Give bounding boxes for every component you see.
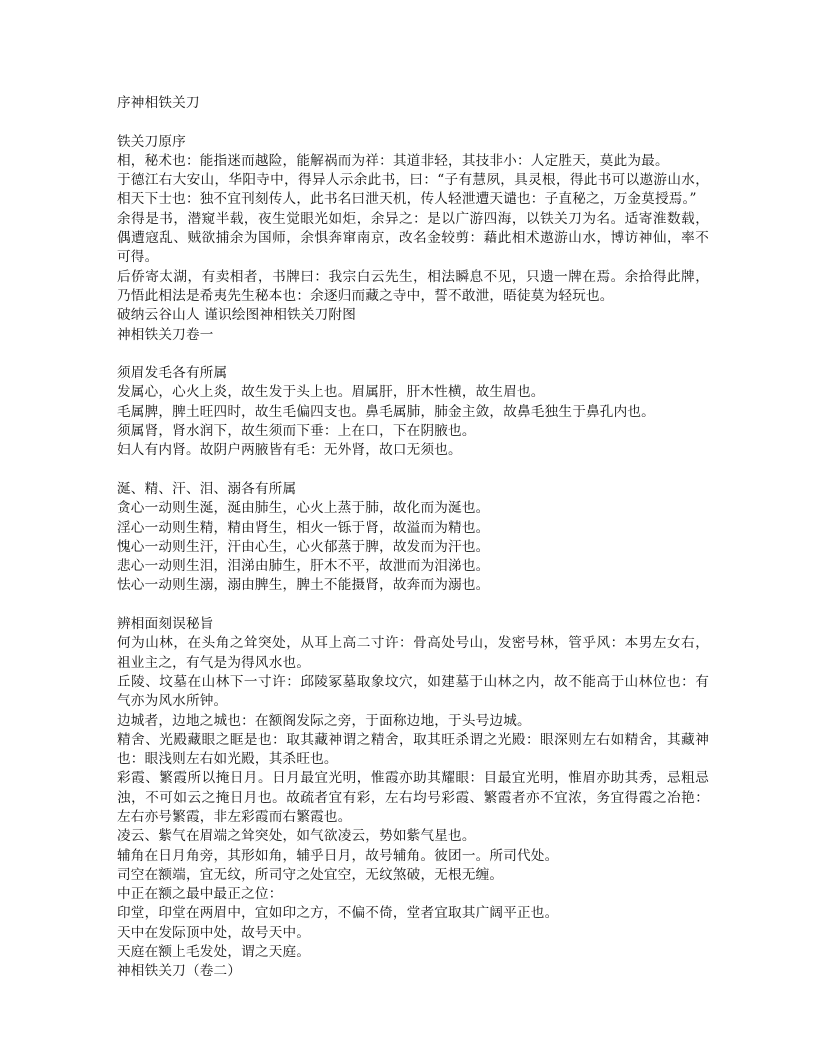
preface-paragraph: 余得是书，潜窥半载，夜生觉眼光如炬，余异之：是以广游四海，以铁关刀为名。适寄淮数载，偶遭寇乱、贼欲捕余为国师，余惧奔窜南京，改名金较剪：藉此相术遨游山水，博访神仙，率不可得。 bbox=[117, 210, 709, 266]
section-paragraph: 凌云、紫气在眉端之耸突处，如气欲凌云，势如紫气星也。 bbox=[117, 828, 476, 845]
next-volume-title: 神相铁关刀（卷二） bbox=[117, 963, 242, 980]
blank-line bbox=[117, 596, 709, 615]
section-paragraph: 天庭在额上毛发处，谓之天庭。 bbox=[117, 944, 311, 961]
section-face-reading bbox=[117, 615, 709, 962]
section-heading: 须眉发毛各有所属 bbox=[117, 365, 228, 382]
section-paragraph: 精舍、光殿藏眼之眶是也：取其藏神谓之精舍，取其旺杀谓之光殿：眼深则左右如精舍，其藏神也：眼浅则左右如光殿，其杀旺也。 bbox=[117, 731, 709, 768]
document-page bbox=[117, 94, 709, 982]
section-paragraph: 辅角在日月角旁，其形如角，辅乎日月，故号辅角。彼团一。所司代处。 bbox=[117, 847, 559, 864]
preface-paragraph: 于德江右大安山，华阳寺中，得异人示余此书，曰：“子有慧夙，具灵根，得此书可以遨游山水，相天下士也：独不宜刊刻传人，此书名曰泄天机，传人轻泄遭天谴也：子直秘之，万金莫授焉。” bbox=[117, 172, 709, 208]
section-paragraph: 司空在额端，宜无纹，所司守之处宜空，无纹煞破，无根无缠。 bbox=[117, 866, 504, 883]
section-paragraph: 何为山林，在头角之耸突处，从耳上高二寸许：骨高处号山，发密号林，管乎风：本男左女右，祖业主之，有气是为得风水也。 bbox=[117, 635, 709, 671]
blank-line bbox=[117, 345, 709, 364]
section-line: 贪心一动则生涎，涎由肺生，心火上蒸于肺，故化而为涎也。 bbox=[117, 500, 490, 517]
preface-paragraph: 相，秘术也：能指迷而越险，能解祸而为祥：其道非轻，其技非小：人定胜天，莫此为最。 bbox=[117, 152, 669, 169]
document-title: 序神相铁关刀 bbox=[117, 95, 200, 111]
section-paragraph: 中正在额之最中最正之位： bbox=[117, 886, 283, 903]
section-line: 须属肾，肾水润下，故生须而下垂：上在口，下在阴腋也。 bbox=[117, 423, 476, 440]
section-line: 悲心一动则生泪，泪涕由肺生，肝木不平，故泄而为泪涕也。 bbox=[117, 558, 490, 575]
section-line: 发属心，心火上炎，故生发于头上也。眉属肝，肝木性横，故生眉也。 bbox=[117, 384, 545, 401]
section-heading: 辨相面刻误秘旨 bbox=[117, 616, 214, 633]
blank-line bbox=[117, 461, 709, 480]
preface-signature: 破纳云谷山人 谨识绘图神相铁关刀附图 bbox=[117, 307, 357, 324]
section-line: 愧心一动则生汗，汗由心生，心火郁蒸于脾，故发而为汗也。 bbox=[117, 538, 490, 555]
section-hair bbox=[117, 364, 709, 460]
preface-heading: 铁关刀原序 bbox=[117, 133, 186, 150]
section-line: 毛属脾，脾土旺四时，故生毛偏四支也。鼻毛属肺，肺金主敛，故鼻毛独生于鼻孔内也。 bbox=[117, 403, 655, 420]
preface-section bbox=[117, 133, 709, 345]
section-paragraph: 印堂，印堂在两眉中，宜如印之方，不偏不倚，堂者宜取其广阔平正也。 bbox=[117, 905, 559, 922]
section-paragraph: 丘陵、坟墓在山林下一寸许：邱陵冢墓取象坟穴，如建墓于山林之内，故不能高于山林位也：有气亦为风水所钟。 bbox=[117, 673, 709, 710]
volume-title: 神相铁关刀卷一 bbox=[117, 326, 214, 343]
blank-line bbox=[117, 113, 709, 132]
section-line: 怯心一动则生溺，溺由脾生，脾土不能摄肾，故奔而为溺也。 bbox=[117, 577, 490, 594]
preface-paragraph: 后侨寄太湖，有卖相者，书牌曰：我宗白云先生，相法瞬息不见，只遗一牌在焉。余拾得此牌，乃悟此相法是希夷先生秘本也：余逐归而藏之寺中，誓不敢泄，晤徒莫为轻玩也。 bbox=[117, 268, 709, 304]
section-paragraph: 天中在发际顶中处，故号天中。 bbox=[117, 924, 311, 941]
section-line: 妇人有内肾。故阴户两腋皆有毛：无外肾，故口无须也。 bbox=[117, 442, 462, 459]
section-line: 淫心一动则生精，精由肾生，相火一铄于肾，故溢而为精也。 bbox=[117, 519, 490, 536]
section-fluids bbox=[117, 480, 709, 596]
section-paragraph: 边城者，边地之城也：在额阁发际之旁，于面称边地，于头号边城。 bbox=[117, 712, 531, 729]
section-paragraph: 彩霞、繁霞所以掩日月。日月最宜光明，惟霞亦助其耀眼：目最宜光明，惟眉亦助其秀，忌粗忌浊，不可如云之掩日月也。故疏者宜有彩，左右均号彩霞、繁霞者亦不宜浓，务宜得霞之冶艳：左右亦号繁霞，非左彩霞而右繁霞也。 bbox=[117, 770, 709, 825]
section-heading: 涎、精、汗、泪、溺各有所属 bbox=[117, 480, 297, 497]
